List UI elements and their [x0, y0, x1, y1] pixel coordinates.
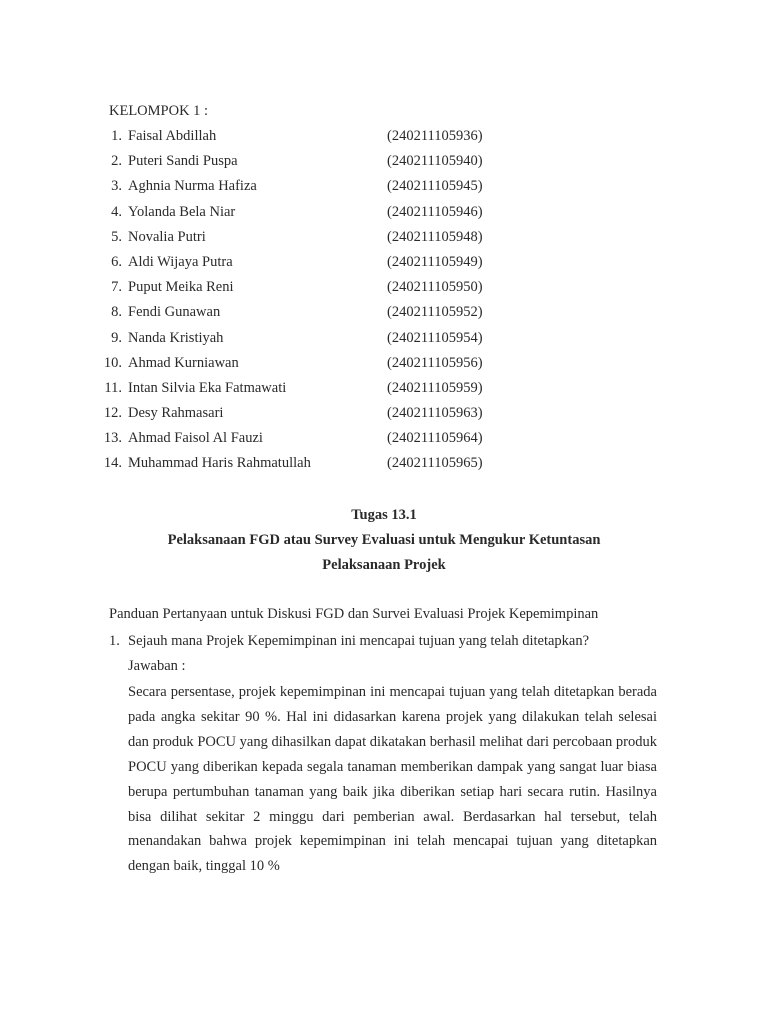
- member-number: 4.: [111, 203, 122, 220]
- task-subtitle-line1: Pelaksanaan FGD atau Survey Evaluasi untuk Mengukur Ketuntasan: [167, 532, 601, 548]
- member-row: [0, 378, 768, 403]
- member-row: [0, 126, 768, 151]
- member-number: 6.: [111, 253, 122, 270]
- member-name: Aldi Wijaya Putra: [128, 253, 233, 270]
- question-text: Sejauh mana Projek Kepemimpinan ini mencapai tujuan yang telah ditetapkan?: [128, 633, 590, 649]
- member-number: 8.: [111, 304, 122, 321]
- answer-label: Jawaban :: [128, 658, 186, 674]
- member-nim: (240211105950): [387, 279, 483, 296]
- member-row: [0, 328, 768, 353]
- member-name: Muhammad Haris Rahmatullah: [128, 455, 311, 472]
- member-nim: (240211105948): [387, 228, 483, 245]
- member-row: [0, 428, 768, 453]
- member-row: [0, 151, 768, 176]
- member-name: Intan Silvia Eka Fatmawati: [128, 379, 287, 396]
- member-number: 11.: [104, 379, 122, 396]
- member-nim: (240211105963): [387, 405, 483, 422]
- member-row: [0, 353, 768, 378]
- member-name: Ahmad Faisol Al Fauzi: [128, 430, 263, 447]
- member-nim: (240211105946): [387, 203, 483, 220]
- member-number: 3.: [111, 178, 122, 195]
- member-row: [0, 176, 768, 201]
- member-nim: (240211105945): [387, 178, 483, 195]
- member-name: Novalia Putri: [128, 228, 206, 245]
- member-nim: (240211105959): [387, 379, 483, 396]
- member-name: Aghnia Nurma Hafiza: [128, 178, 257, 195]
- member-nim: (240211105936): [387, 128, 483, 144]
- member-name: Puput Meika Reni: [128, 279, 234, 296]
- member-name: Yolanda Bela Niar: [128, 203, 236, 220]
- member-nim: (240211105952): [387, 304, 483, 321]
- member-number: 13.: [103, 430, 122, 447]
- member-number: 7.: [111, 279, 122, 296]
- member-row: [0, 252, 768, 277]
- member-number: 1.: [111, 128, 122, 144]
- member-row: [0, 277, 768, 302]
- guide-title: Panduan Pertanyaan untuk Diskusi FGD dan Survei Evaluasi Projek Kepemimpinan: [109, 606, 599, 622]
- question-number: 1.: [109, 633, 120, 649]
- member-name: Faisal Abdillah: [128, 128, 217, 144]
- task-subtitle-line2: Pelaksanaan Projek: [322, 557, 446, 573]
- member-name: Nanda Kristiyah: [128, 329, 224, 346]
- member-row: [0, 453, 768, 478]
- member-number: 2.: [111, 153, 122, 170]
- group-title: KELOMPOK 1 :: [109, 103, 209, 119]
- member-number: 5.: [111, 228, 122, 245]
- member-nim: (240211105956): [387, 354, 483, 371]
- member-name: Desy Rahmasari: [128, 405, 224, 422]
- member-number: 10.: [103, 354, 122, 371]
- member-nim: (240211105965): [387, 455, 483, 472]
- member-number: 9.: [111, 329, 122, 346]
- member-number: 12.: [103, 405, 122, 422]
- answer-paragraph: Secara persentase, projek kepemimpinan ini mencapai tujuan yang telah ditetapkan berada pada angka sekitar 90 %. Hal ini didasarkan karena projek yang dilakukan telah selesai dan produk POCU yang dihasilkan dapat dikatakan berhasil melihat dari percobaan produk POCU yang diberikan kepada segala tanaman memberikan dampak yang sangat luar biasa berupa pertumbuhan tanaman yang baik jika diberikan setiap hari secara rutin. Hasilnya bisa dilihat sekitar 2 minggu dari pemberian awal. Berdasarkan hal tersebut, telah menandakan bahwa projek kepemimpinan ini telah mencapai tujuan yang ditetapkan dengan baik, tinggal 10 %: [128, 684, 657, 875]
- member-row: [0, 302, 768, 327]
- member-row: [0, 202, 768, 227]
- member-row: [0, 227, 768, 252]
- member-name: Ahmad Kurniawan: [128, 354, 239, 371]
- member-nim: (240211105949): [387, 253, 483, 270]
- member-nim: (240211105954): [387, 329, 483, 346]
- member-nim: (240211105940): [387, 153, 483, 170]
- member-nim: (240211105964): [387, 430, 483, 447]
- task-title: Tugas 13.1: [351, 507, 417, 523]
- member-number: 14.: [103, 455, 122, 472]
- member-name: Fendi Gunawan: [128, 304, 221, 321]
- member-list: [0, 126, 768, 479]
- member-name: Puteri Sandi Puspa: [128, 153, 238, 170]
- member-row: [0, 403, 768, 428]
